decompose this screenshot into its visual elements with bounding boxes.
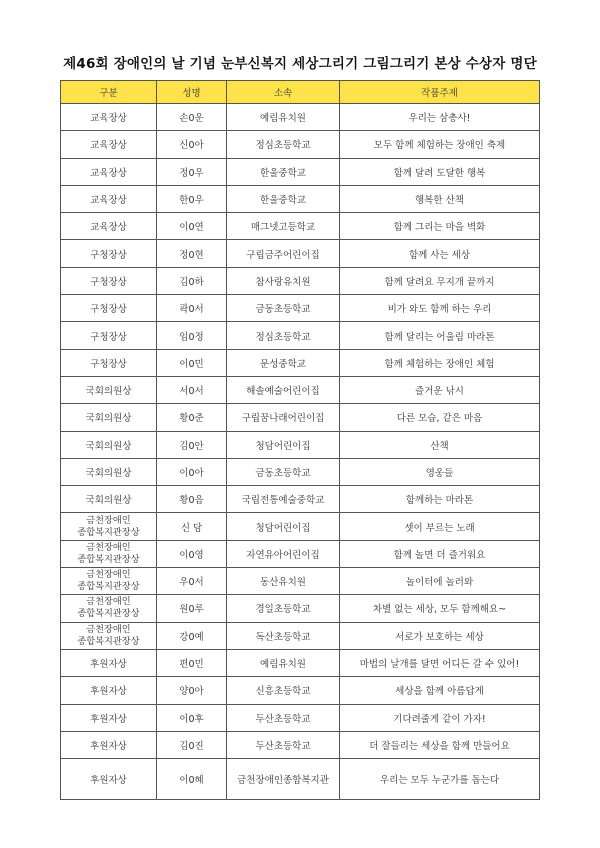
cell-theme: 세상을 함께 아름답게 — [340, 677, 540, 704]
cell-category: 국회의원상 — [61, 431, 157, 458]
cell-name: 김0진 — [157, 731, 227, 758]
column-header-affiliation: 소속 — [227, 81, 340, 104]
table-row — [61, 649, 540, 676]
cell-name: 강0예 — [157, 622, 227, 649]
cell-category: 후원자상 — [61, 649, 157, 676]
table-row — [61, 568, 540, 595]
cell-category: 구청장상 — [61, 240, 157, 267]
table-row — [61, 486, 540, 513]
cell-affiliation: 두산초등학교 — [227, 731, 340, 758]
cell-theme: 함께 체험하는 장애인 체험 — [340, 349, 540, 376]
cell-theme: 함께 그리는 마을 벽화 — [340, 213, 540, 240]
cell-category: 국회의원상 — [61, 458, 157, 485]
cell-theme: 우리는 삼총사! — [340, 104, 540, 131]
cell-category: 교육장상 — [61, 158, 157, 185]
cell-affiliation: 한울중학교 — [227, 185, 340, 212]
cell-category: 국회의원상 — [61, 376, 157, 403]
cell-theme: 다른 모습, 같은 마음 — [340, 404, 540, 431]
cell-category — [61, 568, 157, 595]
cell-theme: 즐거운 낚시 — [340, 376, 540, 403]
column-header-category: 구분 — [61, 81, 157, 104]
cell-theme: 산책 — [340, 431, 540, 458]
cell-category: 교육장상 — [61, 213, 157, 240]
cell-category: 국회의원상 — [61, 486, 157, 513]
cell-name: 김0하 — [157, 267, 227, 294]
cell-category — [61, 540, 157, 567]
cell-category: 구청장상 — [61, 349, 157, 376]
cell-theme: 함께 놀면 더 즐거워요 — [340, 540, 540, 567]
category-line1: 금천장애인 — [86, 596, 131, 608]
category-line1: 금천장애인 — [86, 541, 131, 553]
cell-affiliation: 예림유치원 — [227, 649, 340, 676]
cell-affiliation: 금동초등학교 — [227, 458, 340, 485]
cell-name: 양0아 — [157, 677, 227, 704]
table-row — [61, 704, 540, 731]
column-header-theme: 작품주제 — [340, 81, 540, 104]
table-row — [61, 431, 540, 458]
table-row — [61, 759, 540, 800]
cell-name: 이0혜 — [157, 759, 227, 800]
cell-name: 이0영 — [157, 540, 227, 567]
cell-theme: 차별 없는 세상, 모두 함께해요~ — [340, 595, 540, 622]
cell-category: 구청장상 — [61, 267, 157, 294]
table-row — [61, 185, 540, 212]
category-line1: 금천장애인 — [86, 514, 131, 526]
cell-category: 후원자상 — [61, 704, 157, 731]
cell-affiliation: 금천장애인종합복지관 — [227, 759, 340, 800]
cell-name: 이0아 — [157, 458, 227, 485]
table-row — [61, 295, 540, 322]
cell-category: 국회의원상 — [61, 404, 157, 431]
cell-category: 교육장상 — [61, 104, 157, 131]
cell-affiliation: 독산초등학교 — [227, 622, 340, 649]
table-row — [61, 267, 540, 294]
cell-affiliation: 금동초등학교 — [227, 295, 340, 322]
cell-affiliation: 동산유치원 — [227, 568, 340, 595]
category-line2: 종합복지관장상 — [77, 581, 140, 593]
table-row — [61, 349, 540, 376]
column-header-name: 성명 — [157, 81, 227, 104]
cell-name: 정0현 — [157, 240, 227, 267]
table-row — [61, 513, 540, 540]
cell-category: 교육장상 — [61, 131, 157, 158]
table-row — [61, 240, 540, 267]
cell-affiliation: 해솔예술어린이집 — [227, 376, 340, 403]
cell-theme: 영웅들 — [340, 458, 540, 485]
cell-affiliation: 매그넷고등학교 — [227, 213, 340, 240]
table-row — [61, 540, 540, 567]
cell-affiliation: 구립꿈나래어린이집 — [227, 404, 340, 431]
cell-name: 이0후 — [157, 704, 227, 731]
cell-affiliation: 참사랑유치원 — [227, 267, 340, 294]
cell-name: 정0우 — [157, 158, 227, 185]
cell-affiliation: 신흥초등학교 — [227, 677, 340, 704]
cell-affiliation: 경일초등학교 — [227, 595, 340, 622]
cell-theme: 기다려줄게 같이 가자! — [340, 704, 540, 731]
cell-name: 손0운 — [157, 104, 227, 131]
cell-affiliation: 정심초등학교 — [227, 322, 340, 349]
cell-theme: 함께 달리는 어울림 마라톤 — [340, 322, 540, 349]
category-line2: 종합복지관장상 — [77, 526, 140, 538]
table-row — [61, 213, 540, 240]
cell-affiliation: 문성중학교 — [227, 349, 340, 376]
cell-category: 구청장상 — [61, 295, 157, 322]
cell-theme: 서로가 보호하는 세상 — [340, 622, 540, 649]
cell-name: 이0민 — [157, 349, 227, 376]
cell-name: 원0루 — [157, 595, 227, 622]
cell-category: 후원자상 — [61, 759, 157, 800]
cell-category — [61, 513, 157, 540]
cell-name: 곽0서 — [157, 295, 227, 322]
table-header-row — [61, 81, 540, 104]
cell-theme: 함께 달려 도달한 행복 — [340, 158, 540, 185]
cell-theme: 놀이터에 놀러와 — [340, 568, 540, 595]
cell-affiliation: 두산초등학교 — [227, 704, 340, 731]
award-winners-table — [60, 80, 540, 800]
cell-affiliation: 정심초등학교 — [227, 131, 340, 158]
cell-affiliation: 자연유아어린이집 — [227, 540, 340, 567]
cell-name: 황0준 — [157, 404, 227, 431]
cell-category: 구청장상 — [61, 322, 157, 349]
cell-affiliation: 예림유치원 — [227, 104, 340, 131]
category-line2: 종합복지관장상 — [77, 608, 140, 620]
cell-theme: 함께 달려요 무지개 끝까지 — [340, 267, 540, 294]
table-row — [61, 458, 540, 485]
cell-category — [61, 622, 157, 649]
cell-theme: 셋이 부르는 노래 — [340, 513, 540, 540]
cell-category: 후원자상 — [61, 677, 157, 704]
category-line1: 금천장애인 — [86, 623, 131, 635]
document-title: 제46회 장애인의 날 기념 눈부신복지 세상그리기 그림그리기 본상 수상자 명단 — [63, 56, 537, 72]
cell-name: 한0우 — [157, 185, 227, 212]
cell-name: 황0음 — [157, 486, 227, 513]
table-row — [61, 622, 540, 649]
cell-name: 서0서 — [157, 376, 227, 403]
table-row — [61, 158, 540, 185]
cell-theme: 행복한 산책 — [340, 185, 540, 212]
cell-theme: 더 잘들리는 세상을 함께 만들어요 — [340, 731, 540, 758]
table-row — [61, 404, 540, 431]
cell-name: 김0안 — [157, 431, 227, 458]
table-row — [61, 731, 540, 758]
category-line2: 종합복지관장상 — [77, 553, 140, 565]
cell-affiliation: 청담어린이집 — [227, 513, 340, 540]
cell-theme: 함께하는 마라톤 — [340, 486, 540, 513]
cell-affiliation: 국립전통예술중학교 — [227, 486, 340, 513]
cell-name: 이0연 — [157, 213, 227, 240]
cell-category: 교육장상 — [61, 185, 157, 212]
cell-affiliation: 구립금주어린이집 — [227, 240, 340, 267]
cell-theme: 비가 와도 함께 하는 우리 — [340, 295, 540, 322]
cell-theme: 마법의 날개를 달면 어디든 갈 수 있어! — [340, 649, 540, 676]
table-row — [61, 104, 540, 131]
cell-name: 임0정 — [157, 322, 227, 349]
cell-name: 우0서 — [157, 568, 227, 595]
cell-name: 신0아 — [157, 131, 227, 158]
table-row — [61, 677, 540, 704]
cell-category: 후원자상 — [61, 731, 157, 758]
category-line1: 금천장애인 — [86, 569, 131, 581]
cell-theme: 우리는 모두 누군가를 돕는다 — [340, 759, 540, 800]
table-row — [61, 376, 540, 403]
category-line2: 종합복지관장상 — [77, 635, 140, 647]
cell-theme: 함께 사는 세상 — [340, 240, 540, 267]
table-row — [61, 322, 540, 349]
cell-name: 신 담 — [157, 513, 227, 540]
cell-affiliation: 한울중학교 — [227, 158, 340, 185]
cell-category — [61, 595, 157, 622]
cell-affiliation: 청담어린이집 — [227, 431, 340, 458]
table-body — [61, 104, 540, 800]
table-row — [61, 131, 540, 158]
cell-name: 편0민 — [157, 649, 227, 676]
table-row — [61, 595, 540, 622]
cell-theme: 모두 함께 체험하는 장애인 축제 — [340, 131, 540, 158]
